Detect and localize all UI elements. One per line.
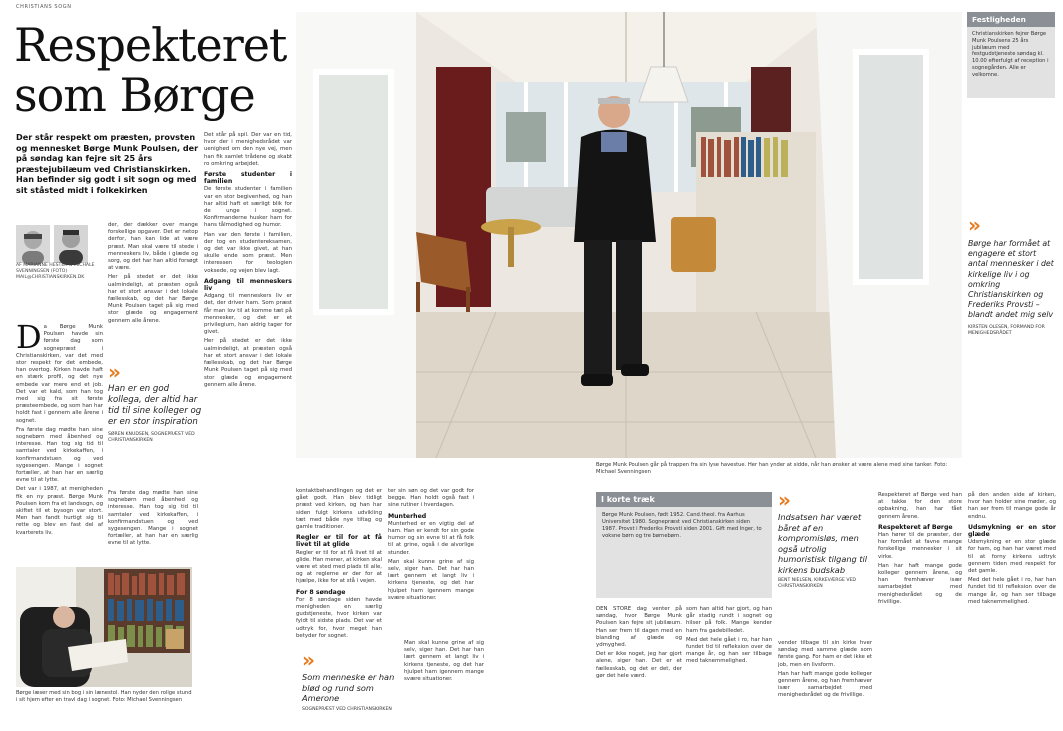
pullquote-attribution: SØREN KNUDSEN, SOGNEPRÆST VED CHRISTIANSKIRKEN [108, 432, 195, 443]
page-title: Respekteret som Børge [14, 18, 287, 122]
article-column-1 [16, 318, 103, 564]
photographer-portrait-icon [54, 225, 88, 263]
article-column-3 [204, 132, 292, 562]
pullquote-text: Han er en god kollega, der altid har tid til sine kolleger og er en stor inspiration [108, 384, 202, 427]
subheading: Regler er til for at få livet til at glide [296, 534, 382, 549]
chevron-quote-icon: » [968, 213, 981, 237]
main-photo-caption: Børge Munk Poulsen går på trappen fra sin lyse havestue. Her han ynder at sidde, når han ønsker at være alene med sine tanker. Foto: Michael Svenningsen [596, 462, 948, 475]
pullquote-text: Som menneske er han blød og rund som Amerone [302, 672, 395, 703]
festligheden-text: Christianskirken fejrer Børge Munk Poulsens 25 års jubilæum med festgudstjeneste søndag kl. 10.00 efterfulgt af reception i sognegården. Alle er velkomne. [972, 31, 1049, 78]
paragraph: Det er ikke noget, jeg har gjort alene, siger han. Det er et fællesskab, og det er det, der gør det hele værd. [596, 651, 682, 679]
pullquote-4 [778, 490, 872, 590]
paragraph: De første studenter i familien var en stor begivenhed, og han har altid haft et særligt blik for de unge i sognet. Konfirmanderne husker ham for hans tålmodighed og humor. [204, 186, 292, 229]
paragraph: Han har haft mange gode kolleger gennem årene, og han fremhæver især samarbejdet med menighedsrådet og de frivillige. [878, 562, 962, 605]
paragraph: Med det hele gået i ro, har han fundet tid til refleksion over de mange år, og han ser tilbage med taknemmelighed. [968, 577, 1056, 605]
garden-room-photo [296, 12, 962, 458]
main-photo [296, 12, 962, 458]
pullquote-text: Indsatsen har været båret af en kompromisløs, men også utrolig humoristisk tilgang til kirkens budskab [778, 512, 868, 575]
paragraph: Fra første dag mødte han sine sognebørn med åbenhed og interesse. Han tog sig tid til samtaler ved kirkekaffen, i konfirmandstuen og ved sygesengen. Mange i sognet fortæller, at han har en særlig evne til at lytte. [16, 426, 103, 484]
paragraph: Han har haft mange gode kolleger gennem årene, og han fremhæver især samarbejdet med menighedsrådet og de frivillige. [778, 670, 872, 699]
festligheden-title: Festligheden [967, 12, 1055, 27]
paragraph: Han var den første i familien, der tog en studentereksamen, og det var ikke givet, at han skulle ende som præst. Men interessen for teologien voksede, og vejen blev lagt. [204, 231, 292, 274]
pullquote-1 [108, 362, 203, 444]
article-column-2-lower [108, 490, 198, 558]
article-column-5 [388, 488, 474, 628]
bottom-column-1 [596, 606, 682, 724]
subheading: Udsmykning er en stor glæde [968, 523, 1056, 539]
paragraph: der, der dækker over mange forskellige opgaver. Det er netop derfor, han kan lide at være præst. Man skal være til stede i menneskers liv, både i glæde og sorg, og det har han altid forsøgt at være. [108, 222, 198, 272]
small-photo [16, 567, 192, 687]
paragraph: Adgang til menneskers liv er det, der driver ham. Som præst får man lov til at komme tæt på mennesker, og det er et privilegium, han aldrig tager for givet. [204, 293, 292, 336]
paragraph: Fra første dag mødte han sine sognebørn med åbenhed og interesse. Han tog sig tid til samtaler ved kirkekaffen, i konfirmandstuen og ved sygesengen. Mange i sognet fortæller, at han har en særlig evne til at lytte. [108, 490, 198, 547]
paragraph: DEN STORE dag venter på søndag, hvor Børge Munk Poulsen kan fejre sit jubilæum. Han ser frem til dagen med en blanding af glæde og ydmyghed. [596, 606, 682, 649]
author-portrait [16, 225, 50, 263]
paragraph: Respekteret af Børge ved han at takke for den store opbakning, han har fået gennem årene. [878, 492, 962, 520]
festligheden-box [967, 12, 1055, 98]
paragraph: Med det hele gået i ro, har han fundet tid til refleksion over de mange år, og han ser tilbage med taknemmelighed. [686, 636, 772, 665]
small-photo-caption: Børge læser med sin bog i sin lænestol. Han nyder den rolige stund i sit hjem efter en travl dag i sognet. Foto: Michael Svenningsen [16, 690, 192, 703]
paragraph: Regler er til for at få livet til at glide. Han mener, at kirken skal være et sted med plads til alle, og at reglerne er der for at hjælpe, ikke for at stå i vejen. [296, 549, 382, 585]
byline: AF MARIANNE HESTER & MICHALE SVENNINGSEN (FOTO) MAIL@CHRISTIANSKIRKEN.DK [16, 263, 95, 280]
paragraph: Man skal kunne grine af sig selv, siger han. Det har han lært gennem et langt liv i kirkens tjeneste, og det har hjulpet ham igennem mange svære situationer. [404, 640, 484, 683]
pullquote-attribution: KIRSTEN OLESEN, FORMAND FOR MENIGHEDSRÅDET [968, 324, 1045, 336]
pullquote-text: Børge har formået at engagere et stort antal mennesker i det kirkelige liv i og omkring Christianskirken og Frederiks Provsti – blandt andet mig selv [968, 239, 1054, 320]
paragraph: Her på stedet er det ikke ualmindeligt, at præsten også har et stort ansvar i det lokale fællesskab, og det har Børge Munk Poulsen taget på sig med stor glæde og engagement gennem alle årene. [204, 338, 292, 388]
article-column-5-lower [404, 640, 484, 724]
reading-man-photo [16, 567, 192, 687]
paragraph: på den anden side af kirken, hvor han holder sine møder, og han ser frem til mange gode år endnu. [968, 492, 1056, 520]
dropcap: D [16, 318, 42, 356]
paragraph: Udsmykning er en stor glæde for ham, og han har været med til at forny kirkens udtryk gennem tiden med respekt for det gamle. [968, 539, 1056, 575]
bottom-column-5 [968, 492, 1056, 724]
paragraph: Man skal kunne grine af sig selv, siger han. Det har han lært gennem et langt liv i kirkens tjeneste, og det har hjulpet ham igennem mange svære situationer. [388, 558, 474, 601]
paragraph: Han hører til de præster, der har formået at favne mange forskellige mennesker i sit virke. [878, 532, 962, 560]
paragraph: For 8 søndage siden havde menigheden en særlig gudstjeneste, hvor kirken var fyldt til sidste plads. Det var et udtryk for, hvor meget han betyder for sognet. [296, 596, 382, 639]
pullquote-attribution: SOGNEPRÆST VED CHRISTIANSKIRKEN [302, 706, 392, 712]
bottom-column-2 [686, 606, 772, 724]
bottom-column-3 [778, 640, 872, 724]
section-kicker: CHRISTIANS SOGN [16, 4, 72, 10]
paragraph: kontaktbehandlingen og det er gået godt. Han blev tidligt præst ved kirken, og han har siden fulgt kirkens udvikling tæt med både nye tiltag og gamle traditioner. [296, 488, 382, 531]
kort-traek-box [596, 492, 772, 598]
article-column-2 [108, 222, 198, 324]
chevron-quote-icon: » [778, 488, 791, 512]
paragraph: Her på stedet er det ikke ualmindeligt, at præsten også har et stort ansvar i det lokale fællesskab, og det har Børge Munk Poulsen taget på sig med stor glæde og engagement gennem alle årene. [108, 274, 198, 324]
photographer-portrait [54, 225, 88, 263]
kort-traek-text: Børge Munk Poulsen, født 1952. Cand.theol. fra Aarhus Universitet 1980. Sognepræst ved Christianskirken siden 1987. Provst i Frederiks Provsti siden 2001. Gift med Inger, to voksne børn og tre børnebørn. [602, 512, 762, 539]
subheading: Munterhed [388, 512, 427, 520]
author-portrait-icon [16, 225, 50, 263]
paragraph: som han altid har gjort, og han går stadig rundt i sognet og hilser på folk. Mange kender ham fra gadebilledet. [686, 606, 772, 634]
subheading: Respekteret af Børge [878, 523, 953, 531]
chevron-quote-icon: » [302, 648, 315, 672]
paragraph: a Børge Munk Poulsen havde sin første dag som sognepræst i Christianskirken, var det med stor respekt for det embede, han overtog. Kirken havde haft en stærk profil, og det nye embede var mere end et job. Det var et kald, som han tog med sig fra sit første præsteembede, og som han har holdt fast i gennem alle årene i sognet. [16, 324, 103, 424]
paragraph: vender tilbage til sin kirke hver søndag med samme glæde som første gang. For ham er det ikke et job, men en livsform. [778, 640, 872, 668]
article-intro: Der står respekt om præsten, provsten og mennesket Børge Munk Poulsen, der på søndag kan fejre sit 25 års præstejubilæum ved Christianskirken. Han befinder sig godt i sit sogn og med sit ståsted midt i folkekirken [16, 132, 199, 195]
chevron-quote-icon: » [108, 360, 121, 384]
subheading: For 8 søndage [296, 588, 346, 596]
subheading: Adgang til menneskers liv [204, 277, 292, 293]
paragraph: ter sin søn og det var godt for begge. Han holdt også fast i sine rutiner i hverdagen. [388, 488, 474, 509]
pullquote-3 [968, 215, 1058, 337]
bottom-column-4 [878, 492, 962, 724]
kort-traek-title: I korte træk [596, 492, 772, 507]
paragraph: Det var i 1987, at menigheden fik en ny præst. Børge Munk Poulsen kom fra et landsogn, og skiftet til et bysogn var stort. Men han fandt hurtigt sig til rette og blev en fast del af kvarterets liv. [16, 486, 103, 536]
subheading: Første studenter i familien [204, 171, 292, 186]
pullquote-2 [302, 650, 398, 713]
pullquote-attribution: BENT NIELSEN, KIRKEVÆRGE VED CHRISTIANSKIRKEN [778, 578, 856, 589]
paragraph: Munterhed er en vigtig del af ham. Han er kendt for sin gode humor og sin evne til at få folk til at grine, også i de alvorlige stunder. [388, 520, 474, 556]
paragraph: Det står på spil. Der var en tid, hvor der i menighedsrådet var uenighed om den nye vej, men han fik samlet trådene og skabt ro omkring arbejdet. [204, 132, 292, 167]
